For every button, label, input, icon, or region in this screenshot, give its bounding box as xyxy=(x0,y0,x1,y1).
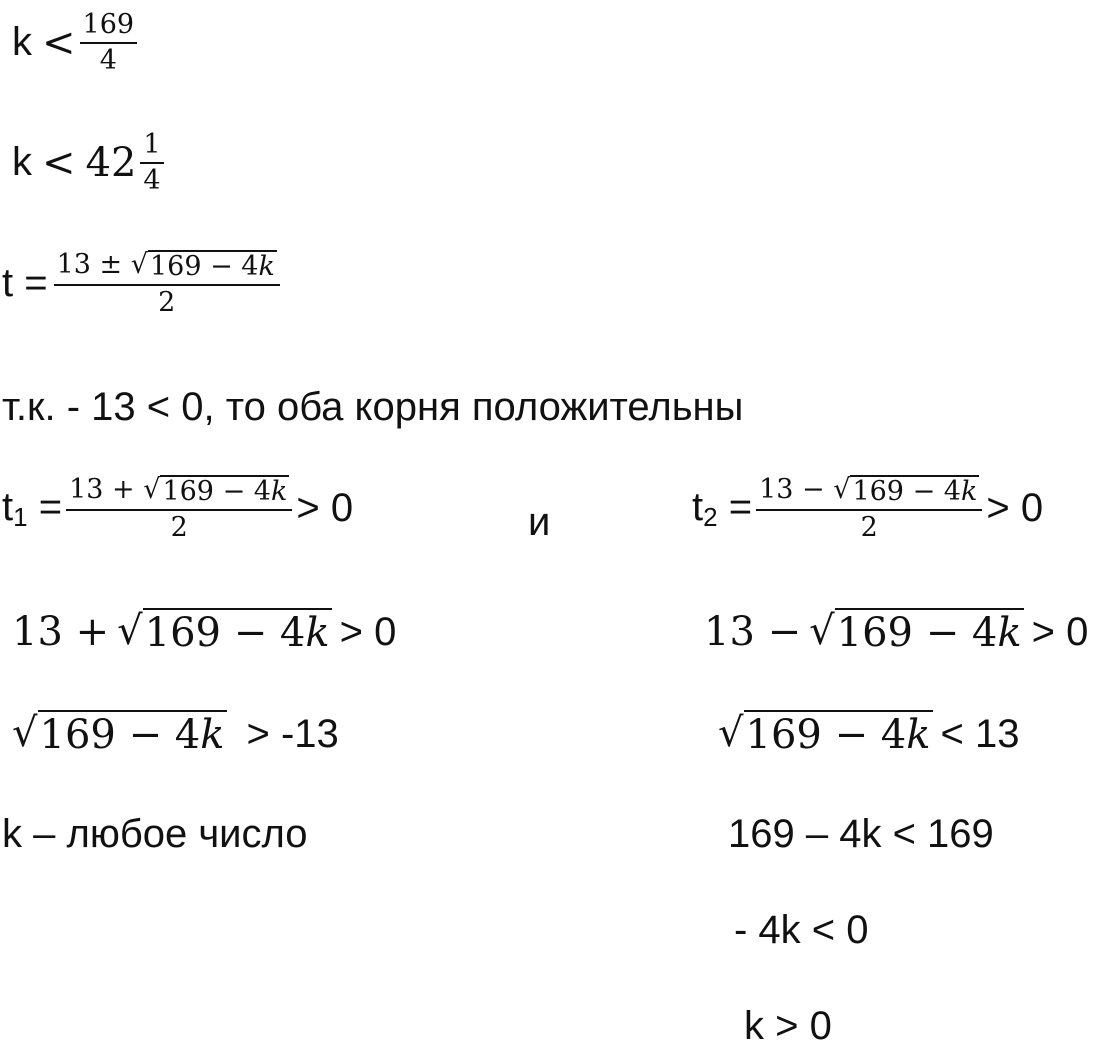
inequality-text: k > 0 xyxy=(744,1004,832,1048)
fraction xyxy=(140,130,163,195)
denominator: 2 xyxy=(158,286,176,318)
fraction xyxy=(756,475,982,542)
t-equals: t = xyxy=(2,261,48,306)
var-k: k xyxy=(12,20,32,65)
radicand: 169 − 4 xyxy=(39,712,201,758)
sqrt: √ 169 − 4k xyxy=(130,249,275,282)
line-13-minus-sqrt xyxy=(704,608,1088,656)
fraction xyxy=(80,10,138,75)
num-part: 13 + xyxy=(69,474,135,505)
sqrt: √ 169 − 4k xyxy=(12,710,225,758)
radicand-var: k xyxy=(258,251,275,282)
line-169-minus-4k xyxy=(728,812,994,857)
radicand-var: k xyxy=(200,712,225,758)
numerator xyxy=(66,475,292,511)
fraction xyxy=(54,250,280,317)
radicand: 169 − 4 xyxy=(162,476,271,507)
num-part: 13 − xyxy=(759,474,825,505)
numerator: 1 xyxy=(140,130,163,164)
line-sqrt-gt xyxy=(12,710,339,758)
line-statement xyxy=(2,385,743,430)
t1: $t_1$ = xyxy=(2,484,63,532)
fraction xyxy=(66,475,292,542)
tail: < 13 xyxy=(940,711,1020,756)
line-minus-4k xyxy=(734,908,869,953)
radicand: 169 − 4 xyxy=(144,610,306,656)
radicand-var: k xyxy=(960,476,978,507)
tail: > 0 xyxy=(296,486,354,531)
conj-text: и xyxy=(528,500,551,544)
expr-a: 13 − xyxy=(704,609,802,655)
radicand: 169 − 4 xyxy=(745,712,907,758)
k-any-text: k – любое число xyxy=(2,812,308,856)
line-t2 xyxy=(692,475,1043,542)
radicand-var: k xyxy=(997,610,1022,656)
sqrt: √ 169 − 4k xyxy=(718,710,931,758)
inequality-text: 169 – 4k < 169 xyxy=(728,812,994,856)
line-k-less-169-over-4 xyxy=(12,10,141,75)
radicand-var: k xyxy=(305,610,330,656)
relation: < xyxy=(42,139,76,186)
whole-part: 42 xyxy=(85,139,137,186)
sqrt: √ 169 − 4k xyxy=(833,474,978,507)
inequality-text: - 4k < 0 xyxy=(734,908,869,952)
denominator: 2 xyxy=(860,511,878,543)
denominator: 4 xyxy=(99,44,117,76)
denominator: 4 xyxy=(143,164,161,196)
line-k-any xyxy=(2,812,308,857)
sqrt: √ 169 − 4k xyxy=(143,474,288,507)
tail: > 0 xyxy=(1031,609,1089,654)
radicand: 169 − 4 xyxy=(852,476,961,507)
numerator xyxy=(756,475,982,511)
radicand-var: k xyxy=(906,712,931,758)
radicand: 169 − 4 xyxy=(149,251,259,282)
line-13-plus-sqrt xyxy=(12,608,396,656)
line-sqrt-lt xyxy=(718,710,1019,758)
sqrt: √ 169 − 4k xyxy=(117,608,330,656)
line-t-formula xyxy=(2,250,284,317)
radicand-var: k xyxy=(270,476,288,507)
conjunction xyxy=(528,500,550,545)
relation: < xyxy=(42,19,76,66)
tail: > -13 xyxy=(246,711,339,756)
num-part: 13 ± xyxy=(56,249,123,280)
radicand: 169 − 4 xyxy=(836,610,998,656)
statement-text: т.к. - 13 < 0, то оба корня положительны xyxy=(2,385,744,429)
sqrt: √ 169 − 4k xyxy=(809,608,1022,656)
tail: > 0 xyxy=(339,609,397,654)
denominator: 2 xyxy=(170,511,188,543)
tail: > 0 xyxy=(986,486,1044,531)
line-t1 xyxy=(2,475,353,542)
expr-a: 13 + xyxy=(12,609,110,655)
line-k-less-mixed-number xyxy=(12,130,168,195)
var-k: k xyxy=(12,140,32,185)
numerator: 169 xyxy=(80,10,138,44)
numerator xyxy=(54,250,280,286)
t2: $t_2$ = xyxy=(692,484,753,532)
line-k-gt-0 xyxy=(744,1004,832,1049)
